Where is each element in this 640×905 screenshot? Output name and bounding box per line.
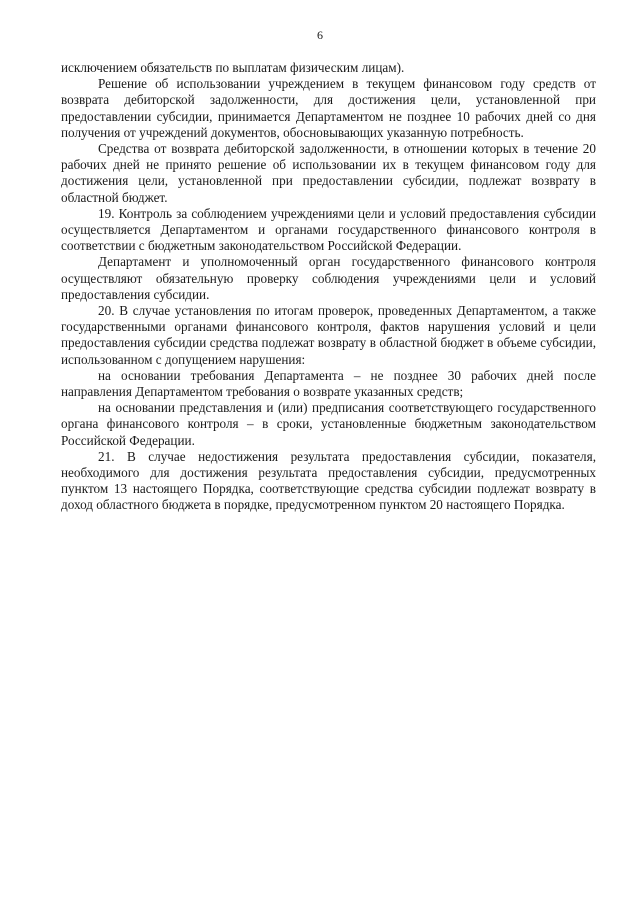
paragraph-receivables-decision: Решение об использовании учреждением в текущем финансовом году средств от возврата дебиторской задолженности, для достижения цели, установленной при предоставлении субсидии, принимается Департаментом не позднее 10 рабочих дней со дня получения от учреждений документов, обосновывающих указанную потребность. (61, 76, 596, 140)
paragraph-continuation: исключением обязательств по выплатам физическим лицам). (61, 60, 405, 75)
paragraph-item-21: 21. В случае недостижения результата предоставления субсидии, показателя, необходимого для достижения результата предоставления субсидии, предусмотренных пунктом 13 настоящего Порядка, соответствующие средства субсидии подлежат возврату в доход областного бюджета в порядке, предусмотренном пунктом 20 настоящего Порядка. (61, 448, 596, 513)
page-number: 6 (317, 28, 323, 42)
paragraph-department-requirement: на основании требования Департамента – не позднее 30 рабочих дней после направления Департаментом требования о возврате указанных средств; (61, 367, 596, 400)
paragraph-item-20: 20. В случае установления по итогам проверок, проведенных Департаментом, а также государственными органами финансового контроля, фактов нарушения условий и цели предоставления субсидии средства подлежат возврату в областной бюджет в объеме субсидии, использованном с допущением нарушения: (61, 303, 596, 367)
paragraph-control-body-order: на основании представления и (или) предписания соответствующего государственного органа финансового контроля – в сроки, установленные бюджетным законодательством Российской Федерации. (61, 400, 596, 448)
document-body (61, 60, 596, 514)
paragraph-item-19: 19. Контроль за соблюдением учреждениями цели и условий предоставления субсидии осуществляется Департаментом и органами государственного финансового контроля в соответствии с бюджетным законодательством Российской Федерации. (61, 205, 596, 254)
paragraph-receivables-return: Средства от возврата дебиторской задолженности, в отношении которых в течение 20 рабочих дней не принято решение об использовании их в текущем финансовом году для достижения цели, установленной при предоставлении субсидии, подлежат возврату в областной бюджет. (61, 141, 596, 205)
paragraph-mandatory-check: Департамент и уполномоченный орган государственного финансового контроля осуществляют обязательную проверку соблюдения учреждениями цели и условий предоставления субсидии. (61, 254, 596, 302)
